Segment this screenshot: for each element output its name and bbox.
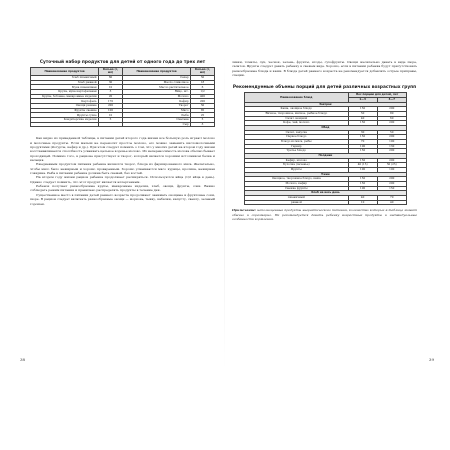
product-name-cell: Фрукты сухие	[31, 113, 99, 118]
dish-name-cell: Фрукты	[245, 167, 349, 172]
portion-cell: 70	[377, 195, 406, 200]
portion-cell: 100	[377, 139, 406, 144]
dish-name-cell: Молоко, кефир	[245, 181, 349, 186]
product-name-cell: Сметана	[122, 118, 190, 123]
quantity-cell: 30	[99, 80, 123, 85]
table-note	[232, 208, 417, 221]
portion-cell: 100	[377, 167, 406, 172]
product-name-cell: Картофель	[31, 99, 99, 104]
product-name-cell: Кондитерские изделия	[31, 118, 99, 123]
product-name-cell: Хлеб пшеничный	[31, 75, 99, 80]
product-name-cell: Мясо	[122, 108, 190, 113]
product-name-cell: Крупы, бобовые, макаронные изделия	[31, 94, 99, 99]
product-name-cell: Мука пшеничная	[31, 85, 99, 90]
meal-section-header: Хлеб на весь день	[245, 191, 407, 196]
col-header: Вес порции для детей, лет	[348, 93, 406, 98]
col-header: Кол-во (г, мл)	[99, 68, 123, 76]
portion-cell: 100	[348, 144, 377, 149]
portion-cell: 200	[377, 181, 406, 186]
portion-cell: 50 (25)	[377, 163, 406, 168]
portion-cell: 80	[377, 111, 406, 116]
portion-cell: 150	[348, 121, 377, 126]
quantity-cell: 10	[99, 85, 123, 90]
dish-name-cell: Кофе, чай, молоко	[245, 121, 349, 126]
portion-cell: 200	[377, 158, 406, 163]
quantity-cell: 400	[191, 94, 215, 99]
col-header: Кол-во (г, мл)	[191, 68, 215, 76]
left-body-text	[30, 136, 215, 206]
portion-cell: 40	[348, 116, 377, 121]
quantity-cell: 1/2	[191, 89, 215, 94]
portion-cell: 150	[348, 149, 377, 154]
dish-name-cell: Блюдо из мяса, рыбы	[245, 139, 349, 144]
quantity-cell: 50	[191, 75, 215, 80]
quantity-cell: 50	[191, 104, 215, 109]
portion-sizes-table	[244, 92, 407, 205]
meal-section-header: Ужин	[245, 172, 407, 177]
col-header: Наименование продуктов	[31, 68, 99, 76]
body-paragraph: Существенное место в питании детей раннего возраста продолжают занимать овощные и фруктовые соки, пюре. В рацион следует включать разнообразные овощи — морковь, тыкву, кабачки, капусту, свеклу, зеленый горошек.	[30, 192, 215, 206]
dish-name-cell: Яичное, творожное, мясное, рыбное блюдо	[245, 111, 349, 116]
product-name-cell: Сыр	[122, 122, 190, 127]
portion-cell: 50	[377, 130, 406, 135]
portion-cell: 100	[348, 186, 377, 191]
dish-name-cell: пшеничный	[245, 195, 349, 200]
quantity-cell: 200	[191, 99, 215, 104]
quantity-cell: 5	[191, 118, 215, 123]
quantity-cell: 3	[191, 122, 215, 127]
product-name-cell: Яйцо, шт.	[122, 89, 190, 94]
product-name-cell: Масло сливочное	[122, 80, 190, 85]
right-top-paragraph: ливки, томаты, лук, чеснок, зелень, фрукты, ягоды, сухофрукты. Овощи желательно давать в виде пюре, салатов. Фрукты следует давать ребенку в свежем виде. Хорошо, если в питании ребенка будут присутствовать разнообразные блюда и каши. В блюда детей раннего возраста не рекомендуется добавлять острые приправы, специи.	[232, 60, 417, 77]
quantity-cell: 200	[99, 104, 123, 109]
dish-name-cell: Булочка (печенье)	[245, 163, 349, 168]
quantity-cell	[99, 122, 123, 127]
left-table-title: Суточный набор продуктов для детей от одного года до трех лет	[39, 60, 206, 65]
product-name-cell: Овощи разные	[31, 104, 99, 109]
portion-cell: 70	[348, 139, 377, 144]
col-header: Наименование продуктов	[122, 68, 190, 76]
dish-name-cell: Кефир, молоко	[245, 158, 349, 163]
meal-section-header: Завтрак	[245, 102, 407, 107]
meal-section-header: Полдник	[245, 153, 407, 158]
quantity-cell: 3	[99, 89, 123, 94]
table-row	[31, 122, 215, 127]
portion-cell: 50	[348, 111, 377, 116]
portion-cell: 130	[377, 144, 406, 149]
portion-cell: 150	[348, 107, 377, 112]
quantity-cell: 170	[99, 99, 123, 104]
portion-cell: 150	[377, 186, 406, 191]
portion-cell: 200	[377, 149, 406, 154]
portion-cell: 100	[348, 167, 377, 172]
quantity-cell: 18	[191, 80, 215, 85]
portion-cell: 10	[348, 200, 377, 205]
portion-cell: 30	[348, 130, 377, 135]
col-header: 1—3	[348, 97, 377, 102]
portion-cell: 150	[348, 158, 377, 163]
quantity-cell: 100	[99, 108, 123, 113]
dish-name-cell: Гарнир	[245, 144, 349, 149]
note-text: неполноценные продукты энергетического питания, количество которых в таблице может обычно и соразмерно. Не рекомендуется давать ребенку возрастные продукты и индивидуальные особенности кормления.	[232, 208, 418, 221]
product-name-cell: Творог	[122, 104, 190, 109]
page-number: 39	[428, 357, 434, 362]
product-name-cell: Масло растительное	[122, 85, 190, 90]
product-name-cell: Хлеб ржаной	[31, 80, 99, 85]
dish-name-cell: Салат овощной	[245, 116, 349, 121]
book-gutter	[224, 55, 225, 370]
product-name-cell: Крупа, мука картофельная	[31, 89, 99, 94]
product-name-cell	[31, 122, 99, 127]
table-row	[245, 200, 407, 205]
portion-cell: 200	[377, 121, 406, 126]
portion-cell: 200	[377, 107, 406, 112]
portion-cell: 200	[377, 135, 406, 140]
dish-name-cell: Первое блюдо	[245, 135, 349, 140]
quantity-cell: 10	[99, 113, 123, 118]
portion-cell: 40 (15)	[348, 163, 377, 168]
quantity-cell: 25	[191, 113, 215, 118]
portion-cell: 40	[348, 195, 377, 200]
left-page	[20, 60, 215, 362]
quantity-cell: 60	[99, 75, 123, 80]
body-paragraph: Ежедневным продуктом питания ребенка являются творог, блюда из фаршированного мяса. Желательно, чтобы мясо было нежирным и хорошо проваренным. Хорошо усваиваются мясо курицы, кролика, нежирная говядина. Рыба в питании ребенка должна быть свежей, без костей.	[30, 162, 215, 175]
page-number: 38	[20, 357, 26, 362]
quantity-cell: 5	[99, 118, 123, 123]
portion-cell: 150	[348, 181, 377, 186]
daily-products-table	[30, 67, 215, 127]
dish-name-cell: Каша, овощное блюдо	[245, 107, 349, 112]
dish-name-cell: Овощное, творожное блюдо, каша	[245, 177, 349, 182]
meal-section-header: Обед	[245, 125, 407, 130]
quantity-cell: 20	[99, 94, 123, 99]
dish-name-cell: Салат, закуска	[245, 130, 349, 135]
product-name-cell: Сахар	[122, 75, 190, 80]
col-header: Наименование блюд	[245, 93, 349, 102]
portion-cell: 150	[348, 135, 377, 140]
body-paragraph: На втором году жизни рацион ребенка продолжает расширяться. Используются яйца (1/2 яйца в день). Однако следует помнить, что этот продукт является аллергенным.	[30, 175, 215, 184]
note-label: Примечание:	[232, 208, 257, 213]
body-paragraph: Как видно из приведенной таблицы, в питании детей второго года жизни все большую роль играют молоко и молочные продукты. Если малыш не переносит простое молоко, его можно заменить кисломолочными продуктами (йогурты, кефир и др.). При этом следует помнить о том, что у многих детей на втором году жизни восстанавливается способность усваивать цельное коровье молоко. Их непереносимость молока обычно бывает проходящей. Помимо того, в рационе присутствует и творог, который является хорошим источником белка и кальция.	[30, 136, 215, 162]
right-page	[232, 60, 434, 362]
dish-name-cell: Третье блюдо	[245, 149, 349, 154]
product-name-cell: Кефир	[122, 99, 190, 104]
product-name-cell: Фрукты свежие	[31, 108, 99, 113]
portion-cell: 40	[377, 200, 406, 205]
dish-name-cell: Свежие фрукты	[245, 186, 349, 191]
product-name-cell: Молоко	[122, 94, 190, 99]
quantity-cell: 85	[191, 108, 215, 113]
portion-cell: 60	[377, 116, 406, 121]
portion-cell: 200	[377, 177, 406, 182]
right-table-title: Рекомендуемые объемы порций для детей различных возрастных групп	[232, 85, 417, 91]
product-name-cell: Рыба	[122, 113, 190, 118]
body-paragraph: Ребенок получает разнообразные крупы, макаронные изделия, хлеб, овощи, фрукты, соки. Важно соблюдать режим питания и правильно распределять продукты в течение дня.	[30, 184, 215, 193]
table-header-row	[245, 93, 407, 98]
col-header: 3—7	[377, 97, 406, 102]
portion-cell: 150	[348, 177, 377, 182]
quantity-cell: 6	[191, 85, 215, 90]
dish-name-cell: ржаной	[245, 200, 349, 205]
